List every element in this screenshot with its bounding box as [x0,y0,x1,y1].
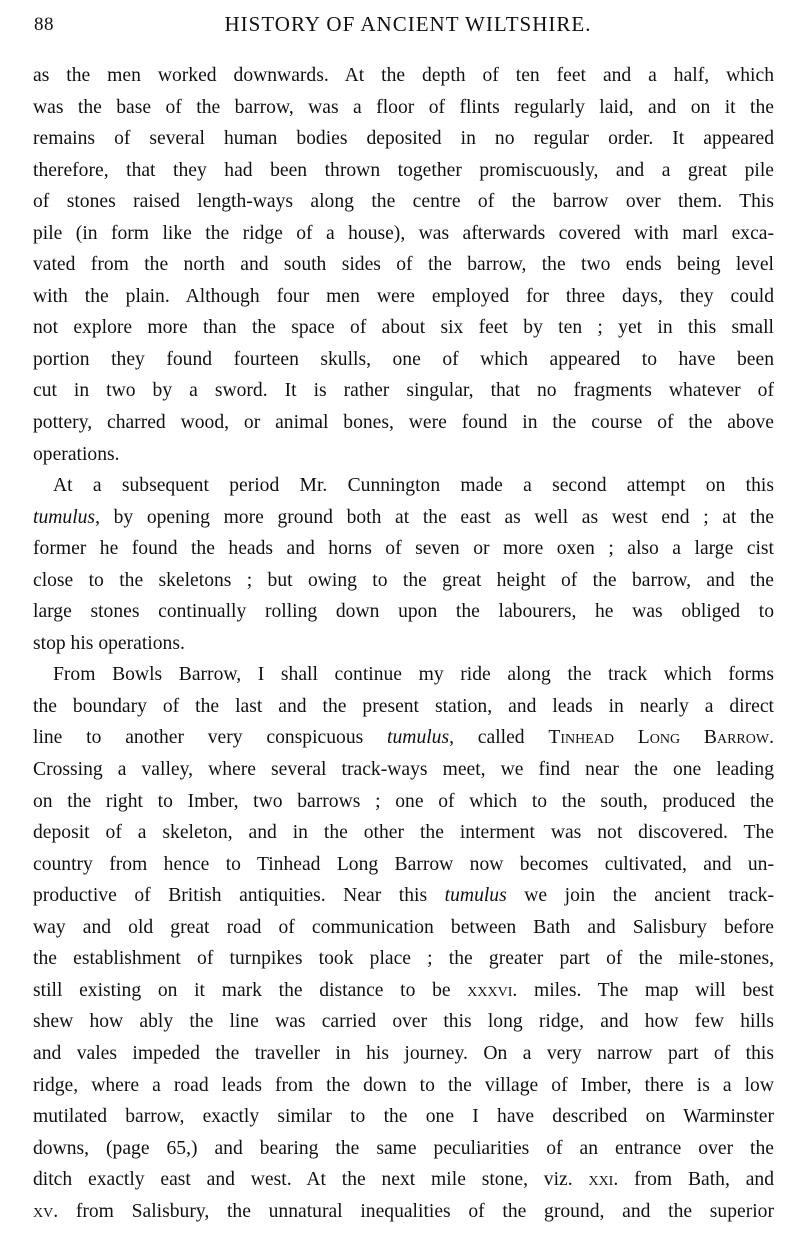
text-line-content [33,60,774,92]
text-line-content [33,1070,774,1102]
text-line-content [33,1101,774,1133]
text-segment: on the right to Imber, two barrows ; one of which to the south, produced the [33,790,774,812]
text-line [33,407,774,439]
text-segment: deposit of a skeleton, and in the other the interment was not discovered. The [33,822,774,844]
text-line-content [33,186,774,218]
small-caps-term: xv [33,1200,54,1222]
small-caps-term: xxxvi [467,979,513,1001]
running-title: HISTORY OF ANCIENT WILTSHIRE. [224,12,592,36]
text-line [33,249,774,281]
text-line-content [33,817,774,849]
text-line-content [33,722,774,754]
text-segment: shew how ably the line was carried over this long ridge, and how few hills [33,1011,774,1033]
text-line-content [33,943,774,975]
text-segment: stop his operations. [33,632,185,654]
italic-term: tumulus [387,727,450,749]
text-segment: cut in two by a sword. It is rather singular, that no fragments whatever of [33,380,774,402]
text-line-content [33,1133,774,1165]
text-line [33,155,774,187]
text-segment: we join the ancient track- [506,885,774,907]
text-line-content [33,1006,774,1038]
text-line-content [33,249,774,281]
text-line-content [33,565,774,597]
text-segment: and vales impeded the traveller in his journey. On a very narrow part of this [33,1042,774,1064]
text-line-content [33,218,774,250]
text-segment: country from hence to Tinhead Long Barrow now becomes cultivated, and un- [33,853,774,875]
text-segment: still existing on it mark the distance to be [33,979,468,1001]
text-line-content [33,375,774,407]
text-line [33,754,774,786]
text-segment: operations. [33,443,120,465]
text-segment: . [769,727,774,749]
text-segment: ditch exactly east and west. At the next mile stone, viz. [33,1169,589,1191]
text-line [33,565,774,597]
text-segment: with the plain. Although four men were employed for three days, they could [33,285,774,307]
body-text [33,60,774,1227]
text-segment: , by opening more ground both at the east as well as west end ; at the [95,506,774,528]
text-segment: portion they found fourteen skulls, one of which appeared to have been [33,348,774,370]
text-segment: pile (in form like the ridge of a house), was afterwards covered with marl exca- [33,222,774,244]
text-line [33,849,774,881]
text-line [33,975,774,1007]
text-segment: former he found the heads and horns of seven or more oxen ; also a large cist [33,538,774,560]
text-segment: . from Bath, and [613,1169,774,1191]
text-segment: Crossing a valley, where several track-ways meet, we find near the one leading [33,759,774,781]
text-segment: the boundary of the last and the present station, and leads in nearly a direct [33,695,774,717]
text-line-content [33,912,774,944]
text-line-content [33,596,774,628]
text-line-content [53,659,774,691]
text-line [33,281,774,313]
text-segment: From Bowls Barrow, I shall continue my ride along the track which forms [53,664,774,686]
text-line-content [33,502,774,534]
text-line [33,943,774,975]
text-segment: vated from the north and south sides of the barrow, the two ends being level [33,254,774,276]
small-caps-term: Tinhead Long Barrow [548,727,770,749]
text-line-content [53,470,774,502]
text-line [33,502,774,534]
text-line [33,1196,774,1228]
text-line [33,880,774,912]
text-line [33,1133,774,1165]
text-segment: large stones continually rolling down upon the labourers, he was obliged to [33,601,774,623]
text-line-content [33,975,774,1007]
text-line-content [33,849,774,881]
text-line-content [33,407,774,439]
text-segment: therefore, that they had been thrown together promiscuously, and a great pile [33,159,774,181]
text-line-content [33,754,774,786]
italic-term: tumulus [444,885,507,907]
text-segment: line to another very conspicuous [33,727,388,749]
text-line [33,1101,774,1133]
text-segment: downs, (page 65,) and bearing the same peculiarities of an entrance over the [33,1137,774,1159]
text-line [33,722,774,754]
text-line [33,344,774,376]
text-line [33,439,774,471]
text-line [33,786,774,818]
text-segment: , called [449,727,549,749]
text-line-content [33,92,774,124]
small-caps-term: xxi [588,1169,614,1191]
text-line-content [33,344,774,376]
text-segment: as the men worked downwards. At the depth of ten feet and a half, which [33,65,774,86]
text-line-content [33,1038,774,1070]
text-segment: mutilated barrow, exactly similar to the one I have described on Warminster [33,1106,774,1128]
text-line [33,596,774,628]
text-line [33,1038,774,1070]
text-segment: the establishment of turnpikes took place ; the greater part of the mile-stones, [33,948,774,970]
text-segment: close to the skeletons ; but owing to the great height of the barrow, and the [33,569,774,591]
text-segment: was the base of the barrow, was a floor of flints regularly laid, and on it the [33,96,774,118]
text-line-content [33,786,774,818]
text-line-content [33,880,774,912]
text-segment: . miles. The map will best [512,979,774,1001]
text-line [33,60,774,92]
text-segment: not explore more than the space of about six feet by ten ; yet in this small [33,317,774,339]
text-line-content [33,533,774,565]
text-line [33,533,774,565]
text-line [33,123,774,155]
text-line [33,817,774,849]
italic-term: tumulus [33,506,96,528]
text-line [33,1006,774,1038]
text-line-content [33,155,774,187]
text-segment: remains of several human bodies deposited in no regular order. It appeared [33,128,774,150]
text-segment: way and old great road of communication between Bath and Salisbury before [33,916,774,938]
text-line-content [33,691,774,723]
text-line [33,186,774,218]
text-segment: At a subsequent period Mr. Cunnington made a second attempt on this [53,475,774,497]
text-line [33,375,774,407]
text-line [33,218,774,250]
page-number: 88 [34,14,54,35]
text-segment: . from Salisbury, the unnatural inequalities of the ground, and the superior [53,1200,774,1222]
text-line-content [33,439,774,471]
text-segment: ridge, where a road leads from the down to the village of Imber, there is a low [33,1074,774,1096]
running-head [0,10,800,40]
text-line-content [33,1196,774,1228]
text-line-content [33,628,774,660]
text-line-content [33,123,774,155]
text-line [33,912,774,944]
text-line [33,1164,774,1196]
text-line [33,691,774,723]
text-segment: of stones raised length-ways along the centre of the barrow over them. This [33,191,774,213]
text-line [33,470,774,502]
text-line [33,1070,774,1102]
text-line [33,312,774,344]
text-segment: pottery, charred wood, or animal bones, were found in the course of the above [33,412,774,434]
text-line [33,92,774,124]
text-segment: productive of British antiquities. Near this [33,885,445,907]
text-line [33,659,774,691]
text-line-content [33,281,774,313]
text-line-content [33,1164,774,1196]
text-line-content [33,312,774,344]
text-line [33,628,774,660]
